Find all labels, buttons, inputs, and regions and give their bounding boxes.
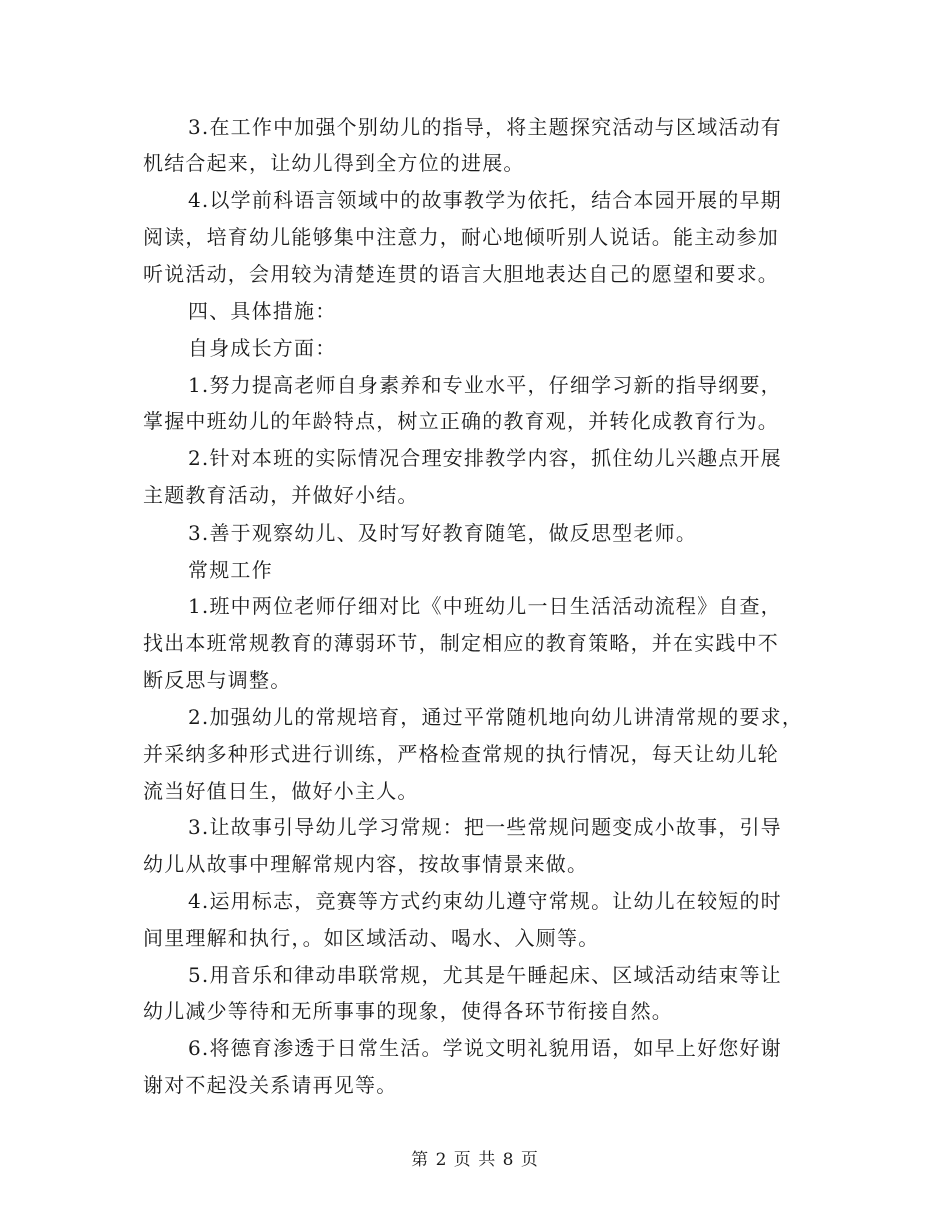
paragraph-line: 断反思与调整。 [143, 668, 292, 692]
paragraph-line: 1.努力提高老师自身素养和专业水平，仔细学习新的指导纲要， [188, 373, 782, 397]
paragraph-line: 3.善于观察幼儿、及时写好教育随笔，做反思型老师。 [188, 521, 698, 545]
paragraph-line: 3.让故事引导幼儿学习常规：把一些常规问题变成小故事，引导 [188, 815, 782, 839]
paragraph-line: 主题教育活动，并做好小结。 [143, 483, 419, 507]
subsection-heading: 自身成长方面： [188, 336, 337, 360]
paragraph-line: 机结合起来，让幼儿得到全方位的进展。 [143, 151, 525, 175]
paragraph-line: 4.运用标志，竞赛等方式约束幼儿遵守常规。让幼儿在较短的时 [188, 889, 782, 913]
paragraph-line: 流当好值日生，做好小主人。 [143, 779, 419, 803]
subsection-heading: 常规工作 [188, 558, 273, 582]
paragraph-line: 1.班中两位老师仔细对比《中班幼儿一日生活活动流程》自查， [188, 594, 782, 618]
paragraph-line: 幼儿减少等待和无所事事的现象，使得各环节衔接自然。 [143, 999, 673, 1023]
paragraph-line: 2.针对本班的实际情况合理安排教学内容，抓住幼儿兴趣点开展 [188, 446, 782, 470]
paragraph-line: 6.将德育渗透于日常生活。学说文明礼貌用语，如早上好您好谢 [188, 1036, 782, 1060]
section-heading: 四、具体措施： [188, 299, 337, 323]
paragraph-line: 谢对不起没关系请再见等。 [143, 1073, 398, 1097]
page-number-footer: 第 2 页 共 8 页 [411, 1150, 539, 1170]
paragraph-line: 3.在工作中加强个别幼儿的指导，将主题探究活动与区域活动有 [188, 115, 782, 139]
paragraph-line: 间里理解和执行，。如区域活动、喝水、入厕等。 [143, 926, 600, 950]
paragraph-line: 幼儿从故事中理解常规内容，按故事情景来做。 [143, 852, 589, 876]
paragraph-line: 2.加强幼儿的常规培育，通过平常随机地向幼儿讲清常规的要求， [188, 705, 804, 729]
paragraph-line: 并采纳多种形式进行训练，严格检查常规的执行情况，每天让幼儿轮 [143, 742, 779, 766]
paragraph-line: 听说活动，会用较为清楚连贯的语言大胆地表达自己的愿望和要求。 [143, 262, 779, 286]
paragraph-line: 阅读，培育幼儿能够集中注意力，耐心地倾听别人说话。能主动参加 [143, 225, 779, 249]
paragraph-line: 4.以学前科语言领域中的故事教学为依托，结合本园开展的早期 [188, 188, 782, 212]
paragraph-line: 掌握中班幼儿的年龄特点，树立正确的教育观，并转化成教育行为。 [143, 409, 779, 433]
paragraph-line: 5.用音乐和律动串联常规，尤其是午睡起床、区域活动结束等让 [188, 963, 782, 987]
paragraph-line: 找出本班常规教育的薄弱环节，制定相应的教育策略，并在实践中不 [143, 631, 779, 655]
